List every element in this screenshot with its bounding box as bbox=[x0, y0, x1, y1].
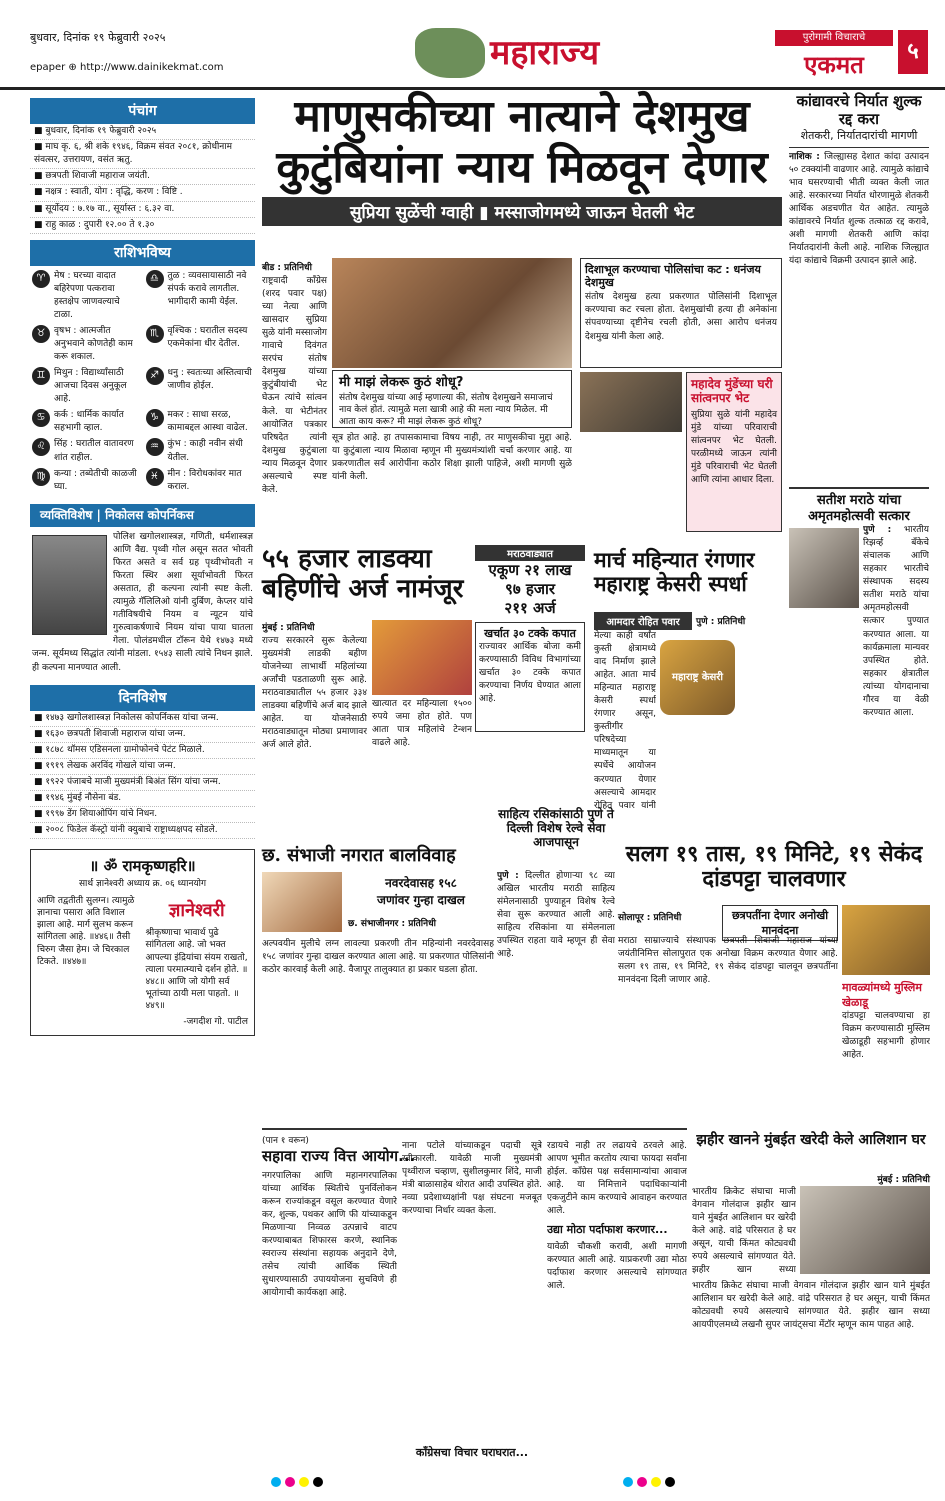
dinvishesh-item: ■ १४७३ खगोलशास्त्रज्ञ निकोलस कोपर्निकस यांचा जन्म. bbox=[30, 711, 255, 727]
print-registration-footer bbox=[0, 1470, 945, 1494]
issue-date: बुधवार, दिनांक १९ फेब्रुवारी २०२५ bbox=[30, 31, 166, 44]
satish-text: भारतीय रिझर्व्ह बँकेचे संचालक आणि सहकार भारतीचे संस्थापक सदस्य सतीश मराठे यांचा अमृतमहोत्सवी सत्कार पुण्यात करण्यात आला. या कार्यक्रमाला मान्यवर उपस्थित होते. सहकार क्षेत्रातील त्यांच्या योगदानाचा गौरव या वेळी करण्यात आला. bbox=[863, 525, 929, 718]
rashi-text: वृश्चिक : घरातील सदस्य एकमेकांना धीर देतील. bbox=[167, 326, 248, 350]
devotional-subtitle: सार्थ ज्ञानेश्वरी अध्याय क्र. ०६ ध्यानयोग bbox=[78, 879, 207, 889]
ladki-text: राज्य सरकारने सुरू केलेल्या मुख्यमंत्री लाडकी बहीण योजनेच्या लाभार्थी महिलांच्या अर्जांची पडताळणी सुरू आहे. मराठवाड्यातील ५५ हजार ३३४ लाडक्या बहिणींचे अर्ज बाद झाले आहेत. या योजनेसाठी मराठवाड्यातून मोठ्या प्रमाणावर अर्ज आले होते. bbox=[262, 636, 367, 751]
dhananjay-photo bbox=[580, 372, 682, 432]
rashi-text: मिथुन : विद्यार्थ्यांसाठी आजचा दिवस अनुकूल आहे. bbox=[54, 368, 127, 405]
zodiac-icon: ♑ bbox=[146, 409, 164, 427]
zodiac-icon: ♓ bbox=[146, 468, 164, 486]
dandpatta-text: मराठा साम्राज्याचे संस्थापक छत्रपती शिवाजी महाराज यांच्या जयंतीनिमित्त सोलापुरात एक अनोखा विक्रम करण्यात येणार आहे. सलग १९ तास, १९ मिनिटे, १९ सेकंद दांडपट्टा चालवून छत्रपतींना मानवंदना दिली जाणार आहे. bbox=[618, 936, 838, 986]
ladki-stat-box bbox=[475, 545, 585, 617]
kesari-headline: मार्च महिन्यात रंगणार महाराष्ट्र केसरी स्पर्धा bbox=[594, 547, 755, 597]
maharashtra-map-graphic bbox=[415, 28, 485, 78]
balvivah-headline: छ. संभाजी नगरात बालविवाह bbox=[262, 845, 456, 866]
satish-photo bbox=[789, 528, 859, 608]
yellow-dot bbox=[651, 1477, 661, 1487]
rashi-item bbox=[146, 367, 254, 406]
rashi-text: मेष : घरच्या वादात बहिरेपणा पत्करावा हस्तक्षेप जाणवल्याचे टाळा. bbox=[54, 270, 120, 321]
dinvishesh-item: ■ १९९७ डेंग शियाओपिंग यांचे निधन. bbox=[30, 807, 255, 823]
rashi-item bbox=[146, 325, 254, 364]
lead-caption-text: संतोष देशमुख यांच्या आई म्हणाल्या की, संतोष देशमुखने समाजाचं नाव केलं होतं. त्यामुळे मला खात्री आहे की मला न्याय मिळेल. मी आता काय करू? मी माझं लेकरू कुठं शोधू? bbox=[339, 392, 553, 427]
kesari-dateline: पुणे : प्रतिनिधी bbox=[696, 617, 746, 627]
yellow-dot bbox=[299, 1477, 309, 1487]
panchang-line: ■ नक्षत्र : स्वाती, योग : वृद्धि, करण : विष्टि . bbox=[30, 185, 255, 201]
ladki-stat-line1: एकूण २१ लाख bbox=[488, 561, 572, 579]
vitta-col3: रडायचे नाही तर लढायचे ठरवले आहे. आपण भूमीत करतोय त्याचा फायदा सर्वांना होईल. काँग्रेस पक्ष सर्वसामान्यांचा आवाज आहे. या निमित्ताने पदाधिकाऱ्यांनी एकजुटीने काम करण्याचे आवाहन करण्यात आले. bbox=[547, 1141, 687, 1217]
zodiac-icon: ♈ bbox=[32, 270, 50, 288]
zodiac-icon: ♉ bbox=[32, 325, 50, 343]
ladki-stat-line3: २११ अर्ज bbox=[504, 598, 556, 617]
dandpatta-caption bbox=[842, 980, 930, 1120]
left-column bbox=[30, 92, 255, 1036]
copernicus-portrait bbox=[32, 535, 107, 635]
panchang-line: ■ बुधवार, दिनांक १९ फेब्रुवारी २०२५ bbox=[30, 124, 255, 140]
satish-story bbox=[789, 487, 929, 774]
ladki-stat-line2: ९७ हजार bbox=[505, 579, 555, 598]
dinvishesh-item: ■ १९२२ पंजाबचे माजी मुख्यमंत्री बिअंत सिंग यांचा जन्म. bbox=[30, 775, 255, 791]
dhananjay-headline: दिशाभूल करण्याचा पोलिसांचा कट : धनंजय देशमुख bbox=[585, 263, 761, 290]
rashi-grid bbox=[30, 266, 255, 498]
ladki-box-text: राज्यावर आर्थिक बोजा कमी करण्यासाठी विविध विभागांच्या खर्चात ३० टक्के कपात करण्याचा निर्णय घेण्यात आला आहे. bbox=[479, 642, 581, 705]
dandpatta-caption-text: दांडपट्टा चालवण्याचा हा विक्रम करण्यासाठी मुस्लिम खेळाडूही सहभागी होणार आहेत. bbox=[842, 1011, 930, 1061]
dinvishesh-item: ■ २००८ फिडेल कॅस्ट्रो यांनी क्युबाचे राष्ट्राध्यक्षपद सोडले. bbox=[30, 823, 255, 839]
lead-caption-box bbox=[332, 370, 572, 428]
panchang-heading: पंचांग bbox=[30, 98, 255, 124]
vitta-headline: सहावा राज्य वित्त आयोग... bbox=[262, 1147, 416, 1165]
cyan-dot bbox=[623, 1477, 633, 1487]
satish-dateline: पुणे : bbox=[863, 525, 892, 536]
rashi-text: कन्या : तब्येतीची काळजी घ्या. bbox=[54, 468, 137, 492]
rashi-text: धनु : स्वतःच्या अस्तित्वाची जाणीव होईल. bbox=[167, 368, 252, 392]
zodiac-icon: ♍ bbox=[32, 468, 50, 486]
zodiac-icon: ♌ bbox=[32, 438, 50, 456]
panchang-list bbox=[30, 124, 255, 233]
devotional-col2: श्रीकृष्णाचा भावार्थ पुढे सांगितला आहे. जो भक्त आपल्या इंद्रियांचा संयम राखतो, त्याला परमात्म्याचे दर्शन होते. ॥४४८॥ आणि जो योगी सर्व भूतांच्या ठायी मला पाहतो. ॥४४९॥ bbox=[145, 928, 248, 1012]
rashi-text: तुळ : व्यवसायासाठी नवे संपर्क करावे लागतील. भागीदारी कामी येईल. bbox=[167, 270, 247, 308]
ladki-headline: ५५ हजार लाडक्या बहिणींचे अर्ज नामंजूर bbox=[262, 544, 464, 604]
devotional-title: ॥ ॐ रामकृष्णहरि॥ bbox=[89, 857, 196, 876]
dandpatta-photo bbox=[842, 905, 930, 975]
rail-dateline: पुणे : bbox=[497, 871, 519, 881]
black-dot bbox=[665, 1477, 675, 1487]
dhananjay-box bbox=[580, 258, 782, 368]
export-body bbox=[789, 151, 929, 481]
dandpatta-caption-title: मावळ्यांमध्ये मुस्लिम खेळाडू bbox=[842, 981, 922, 1009]
balvivah-sub2: जणांवर गुन्हा दाखल bbox=[377, 893, 465, 907]
balvivah-sub1: नवरदेवासह १५८ bbox=[385, 876, 457, 890]
zaheer-photo bbox=[800, 1186, 930, 1274]
person-name: निकोलस कोपर्निकस bbox=[105, 507, 194, 522]
section-title: महाराज्य bbox=[490, 33, 600, 73]
export-text: जिल्ह्यासह देशात कांदा उत्पादन ५० टक्क्यांनी वाढणार आहे. त्यामुळे कांद्याचे भाव घसरण्याची भीती व्यक्त केली जात आहे. सरकारच्या निर्यात धोरणामुळे शेतकरी आर्थिक अडचणीत येत आहेत. त्यामुळे कांद्यावरचे निर्यात शुल्क तत्काळ रद्द करावे, अशी मागणी शेतकरी आणि कांदा निर्यातदारांनी केली आहे. नाशिक जिल्ह्यात यंदा कांद्याचे विक्रमी उत्पादन झाले आहे. bbox=[789, 151, 929, 267]
zaheer-text: भारतीय क्रिकेट संघाचा माजी वेगवान गोलंदाज झहीर खान याने मुंबईत आलिशान घर खरेदी केले आहे. वांद्रे परिसरात हे घर असून, याची किंमत कोट्यवधी रुपये असल्याचे सांगण्यात येते. झहीर खान सध्या आयपीएलमध्ये लखनौ सुपर जायंट्सचा मेंटॉर म्हणून काम पाहत आहे. bbox=[692, 1281, 930, 1331]
zodiac-icon: ♋ bbox=[32, 409, 50, 427]
dinvishesh-item: ■ १९४६ मुंबई नौसेना बंड. bbox=[30, 791, 255, 807]
kesari-logo: महाराष्ट्र केसरी bbox=[660, 640, 735, 715]
lead-photo bbox=[332, 258, 572, 368]
lead-subhead: सुप्रिया सुळेंची ग्वाही ▮ मस्साजोगमध्ये जाऊन घेतली भेट bbox=[262, 197, 782, 226]
ladki-stat-label: मराठवाड्यात bbox=[475, 545, 585, 561]
rashi-heading: राशिभविष्य bbox=[30, 240, 255, 266]
vitta-col2: नाना पटोले यांच्याकडून पदाची सूत्रे स्वीकारली. यावेळी माजी मुख्यमंत्री पृथ्वीराज चव्हाण, सुशीलकुमार शिंदे, माजी मंत्री बाळासाहेब थोरात आदी उपस्थित होते. नव्या प्रदेशाध्यक्षांनी पक्ष संघटना मजबूत करण्याचा निर्धार व्यक्त केला. bbox=[402, 1141, 542, 1217]
brand-logo: एकमत bbox=[804, 51, 864, 79]
brand-tagline: पुरोगामी विचाराचे bbox=[775, 30, 893, 46]
balvivah-graphic bbox=[262, 872, 342, 932]
page-number: ५ bbox=[898, 30, 928, 74]
rashi-item bbox=[146, 409, 254, 435]
panchang-line: ■ माघ कृ. ६, श्री शके १९४६, विक्रम संवत २०८१, क्रोधीनाम संवत्सर, उत्तरायण, वसंत ऋतु. bbox=[30, 140, 255, 169]
kesari-tag: आमदार रोहित पवार bbox=[594, 612, 692, 630]
rashi-item bbox=[32, 468, 140, 494]
rashi-text: कर्क : धार्मिक कार्यात सहभागी व्हाल. bbox=[54, 410, 124, 434]
epaper-link[interactable]: epaper ⊕ http://www.dainikekmat.com bbox=[30, 62, 224, 73]
person-body bbox=[30, 527, 255, 679]
rail-text: दिल्लीत होणाऱ्या ९८ व्या अखिल भारतीय मराठी साहित्य संमेलनासाठी पुण्याहून विशेष रेल्वे सेवा सुरू करण्यात आली आहे. साहित्य रसिकांना या संमेलनाला उपस्थित राहता यावे म्हणून ही सेवा आहे. bbox=[497, 871, 615, 960]
zodiac-icon: ♐ bbox=[146, 367, 164, 385]
black-dot bbox=[313, 1477, 323, 1487]
ladki-box-title: खर्चात ३० टक्के कपात bbox=[484, 627, 576, 640]
zaheer-headline: झहीर खानने मुंबईत खरेदी केले आलिशान घर bbox=[696, 1132, 926, 1148]
masthead bbox=[0, 0, 945, 90]
magenta-dot bbox=[285, 1477, 295, 1487]
lead-text: राष्ट्रवादी काँग्रेस (शरद पवार पक्ष) च्या नेत्या आणि खासदार सुप्रिया सुळे यांनी मस्साजोग गावाचे दिवंगत सरपंच संतोष देशमुख यांच्या कुटुंबीयांची भेट घेऊन त्यांचे सांत्वन केले. या भेटीनंतर आयोजित पत्रकार परिषदेत त्यांनी देशमुख कुटुंबाला न्याय मिळवून देणार असल्याचे स्पष्ट केले. bbox=[262, 276, 327, 495]
devotional-signature: -जगदीश गो. पाटील bbox=[183, 1017, 248, 1028]
color-dots-right bbox=[623, 1477, 675, 1487]
vitta-col3b: यावेळी चौकशी करावी, अशी मागणी करण्यात आली आहे. याप्रकरणी उद्या मोठा पर्दाफाश करणार असल्याचे सांगण्यात आले. bbox=[547, 1242, 687, 1292]
lead-body bbox=[262, 262, 327, 497]
devotional-box bbox=[30, 849, 255, 1036]
dandpatta-headline: सलग १९ तास, १९ मिनिटे, १९ सेकंद दांडपट्टा चालवणार bbox=[625, 841, 923, 893]
rashi-text: मकर : साधा सरळ, कामाबद्दल आस्था वाढेल. bbox=[167, 410, 248, 434]
balvivah-text: अल्पवयीन मुलीचे लग्न लावल्या प्रकरणी तीन महिन्यांनी नवरदेवासह १५८ जणांवर गुन्हा दाखल करण्यात आला आहे. या प्रकरणात पोलिसांनी कठोर कारवाई केली आहे. वैजापूर तालुक्यात हा प्रकार घडला होता. bbox=[262, 939, 494, 976]
rashi-item bbox=[32, 438, 140, 464]
ladki-dateline: मुंबई : प्रतिनिधी bbox=[262, 623, 315, 633]
vitta-text: नगरपालिका आणि महानगरपालिका यांच्या आर्थिक स्थितीचे पुनर्विलोकन करून राज्यांकडून वसूल करण्यात येणारे कर, शुल्क, पथकर आणि फी यांच्याकडून मिळणाऱ्या निव्वळ उत्पन्नाचे वाटप करण्याबाबत शिफारस करणे, स्थानिक स्वराज्य संस्थांना सहायक अनुदाने देणे, तसेच त्यांची आर्थिक स्थिती सुधारण्यासाठी उपाययोजना सुचविणे ही आयोगाची कार्यकक्षा आहे. bbox=[262, 1171, 397, 1299]
lead-dateline: बीड : प्रतिनिधी bbox=[262, 263, 312, 273]
rashi-item bbox=[146, 468, 254, 494]
panchang-line: ■ सूर्योदय : ७.१७ वा., सूर्यास्त : ६.३२ वा. bbox=[30, 202, 255, 218]
lead-text-continued: सूत्र होत आहे. हा तपासकामाचा विषय नाही, तर माणुसकीचा मुद्दा आहे. या कुटुंबाला न्याय मिळावा म्हणून मी मुख्यमंत्र्यांशी चर्चा करणार आहे. या प्रकरणातील सर्व आरोपींना कठोर शिक्षा झाली पाहिजे, अशी मागणी सुळे यांनी केली. bbox=[332, 433, 572, 483]
export-dateline: नाशिक : bbox=[789, 151, 820, 162]
rashi-text: सिंह : घरातील वातावरण शांत राहील. bbox=[54, 439, 134, 463]
zaheer-text-top: भारतीय क्रिकेट संघाचा माजी वेगवान गोलंदाज झहीर खान याने मुंबईत आलिशान घर खरेदी केले आहे. वांद्रे परिसरात हे घर असून, याची किंमत कोट्यवधी रुपये असल्याचे सांगण्यात येते. झहीर खान सध्या bbox=[692, 1187, 796, 1276]
ladki-caption: खात्यात दर महिन्याला १५०० रुपये जमा होत होते. पण आता पात्र महिलांचे टेन्शन वाढले आहे. bbox=[372, 699, 472, 748]
mahadev-headline: महादेव मुंडेंच्या घरी सांत्वनपर भेट bbox=[691, 377, 773, 406]
balvivah-subhead bbox=[348, 874, 494, 908]
ladki-body bbox=[262, 622, 367, 852]
magenta-dot bbox=[637, 1477, 647, 1487]
zaheer-dateline: मुंबई : प्रतिनिधी bbox=[877, 1175, 930, 1185]
zodiac-icon: ♏ bbox=[146, 325, 164, 343]
dinvishesh-item: ■ १८७८ थॉमस एडिसनला ग्रामोफोनचे पेटंट मिळाले. bbox=[30, 743, 255, 759]
rashi-text: वृषभ : आत्मजीत अनुभवाने कोणतेही काम करू शकाल. bbox=[54, 326, 133, 363]
dinvishesh-item: ■ १६३० छत्रपती शिवाजी महाराज यांचा जन्म. bbox=[30, 727, 255, 743]
zodiac-icon: ♊ bbox=[32, 367, 50, 385]
ladki-cut-box bbox=[475, 622, 585, 732]
lead-caption-title: मी माझं लेकरू कुठं शोधू? bbox=[339, 375, 464, 390]
right-column bbox=[789, 92, 929, 774]
rail-headline: साहित्य रसिकांसाठी पुणे ते दिल्ली विशेष रेल्वे सेवा आजपासून bbox=[498, 807, 614, 849]
lead-story bbox=[262, 92, 782, 226]
person-heading: व्यक्तिविशेष | निकोलस कोपर्निकस bbox=[30, 504, 255, 527]
rashi-item bbox=[146, 270, 254, 322]
cyan-dot bbox=[271, 1477, 281, 1487]
dandpatta-dateline: सोलापूर : प्रतिनिधी bbox=[618, 913, 682, 923]
mahadev-box bbox=[686, 372, 782, 532]
export-subhead: शेतकरी, निर्यातदारांची मागणी bbox=[789, 128, 929, 148]
panchang-line: ■ छत्रपती शिवाजी महाराज जयंती. bbox=[30, 169, 255, 185]
rail-body bbox=[497, 870, 615, 1120]
vitta-continued: काँग्रेसचा विचार घराघरात... bbox=[415, 1446, 529, 1459]
rashi-item bbox=[32, 367, 140, 406]
export-headline: कांद्यावरचे निर्यात शुल्क रद्द करा bbox=[796, 92, 922, 128]
dandpatta-box-title: छत्रपतींना देणार अनोखी मानवंदना bbox=[722, 905, 838, 941]
person-title: व्यक्तिविशेष bbox=[40, 507, 93, 522]
devotional-col1: आणि तद्वतीती सुलग्न। त्यामुळे ज्ञानाचा पसारा अति विशाल झाला आहे. मार्ग सुलभ करून सांगितला आहे. ॥४४६॥ तैसी चिरुग जैसा हेम। जे चिरकाल टिकते. ॥४४७॥ bbox=[37, 896, 135, 967]
rashi-text: मीन : विरोधकांवर मात कराल. bbox=[167, 468, 242, 492]
vitta-kicker: (पान १ वरून) bbox=[262, 1136, 309, 1146]
kesari-text: मेल्या काही वर्षांत कुस्ती क्षेत्रामध्ये वाद निर्माण झाले आहेत. आता मार्च महिन्यात महाराष्ट्र केसरी स्पर्धा रंगणार असून, कुस्तीगीर परिषदेच्या माध्यमातून या स्पर्धेचे आयोजन करण्यात येणार असल्याचे आमदार रोहित पवार यांनी bbox=[594, 631, 656, 810]
zodiac-icon: ♒ bbox=[146, 438, 164, 456]
vitta-subhead: उद्या मोठा पर्दाफाश करणार... bbox=[547, 1223, 668, 1237]
rashi-item bbox=[146, 438, 254, 464]
vitta-col3-wrap bbox=[547, 1140, 687, 1465]
rashi-text: कुंभ : काही नवीन संधी येतील. bbox=[167, 439, 243, 463]
rashi-item bbox=[32, 270, 140, 322]
ladki-photo bbox=[372, 620, 472, 695]
satish-headline: सतीश मराठे यांचा अमृतमहोत्सवी सत्कार bbox=[808, 492, 910, 524]
dhananjay-text: संतोष देशमुख हत्या प्रकरणात पोलिसांनी दिशाभूल करण्याचा कट रचला होता. देशमुखांची हत्या ही अनेकांना संपवण्याच्या दृष्टीनेच रचली होती, असा आरोप धनंजय देशमुख यांनी केला आहे. bbox=[585, 292, 777, 342]
rashi-item bbox=[32, 409, 140, 435]
person-text: पोलिश खगोलशास्त्रज्ञ, गणिती, धर्मशास्त्रज्ञ आणि वैद्य. पृथ्वी गोल असून सतत भोवती फिरत असते व सर्व ग्रह पृथ्वीभोवती न फिरता स्थिर अशा सूर्याभोवती फिरत असतात, ही कल्पना त्यांनी स्पष्ट केली. त्यामुळे गॅलिलिओ यांनी दुर्बिण, केप्लर यांचे गतीविषयीचे नियम व न्यूटन यांचे गुरुत्वाकर्षणाचे नियम यांचा पाया घातला गेला. पोलंडमधील टॉरून येथे १४७३ मध्ये जन्म. सूर्यमध्य सिद्धांत त्यांनी मांडला. १५४३ साली त्यांचे निधन झाले. ही कल्पना मानण्यात आली. bbox=[32, 532, 253, 673]
color-dots-left bbox=[271, 1477, 323, 1487]
panchang-line: ■ राहु काळ : दुपारी १२.०० ते १.३० bbox=[30, 218, 255, 234]
mahadev-text: सुप्रिया सुळे यांनी महादेव मुंडे यांच्या परिवाराची सांत्वनपर भेट घेतली. परळीमध्ये जाऊन त्यांनी मुंडे परिवाराची भेट घेतली आणि त्यांना आधार दिला. bbox=[691, 409, 777, 486]
dinvishesh-item: ■ १९१९ लेखक अरविंद गोखले यांचा जन्म. bbox=[30, 759, 255, 775]
dinvishesh-heading: दिनविशेष bbox=[30, 685, 255, 711]
dinvishesh-list bbox=[30, 711, 255, 839]
balvivah-dateline: छ. संभाजीनगर : प्रतिनिधी bbox=[348, 919, 436, 929]
rashi-item bbox=[32, 325, 140, 364]
dnyaneshwari-logo: ज्ञानेश्वरी bbox=[168, 900, 225, 922]
lead-headline: माणुसकीच्या नात्याने देशमुख कुटुंबियांना न्याय मिळवून देणार bbox=[276, 91, 768, 193]
zodiac-icon: ♎ bbox=[146, 270, 164, 288]
